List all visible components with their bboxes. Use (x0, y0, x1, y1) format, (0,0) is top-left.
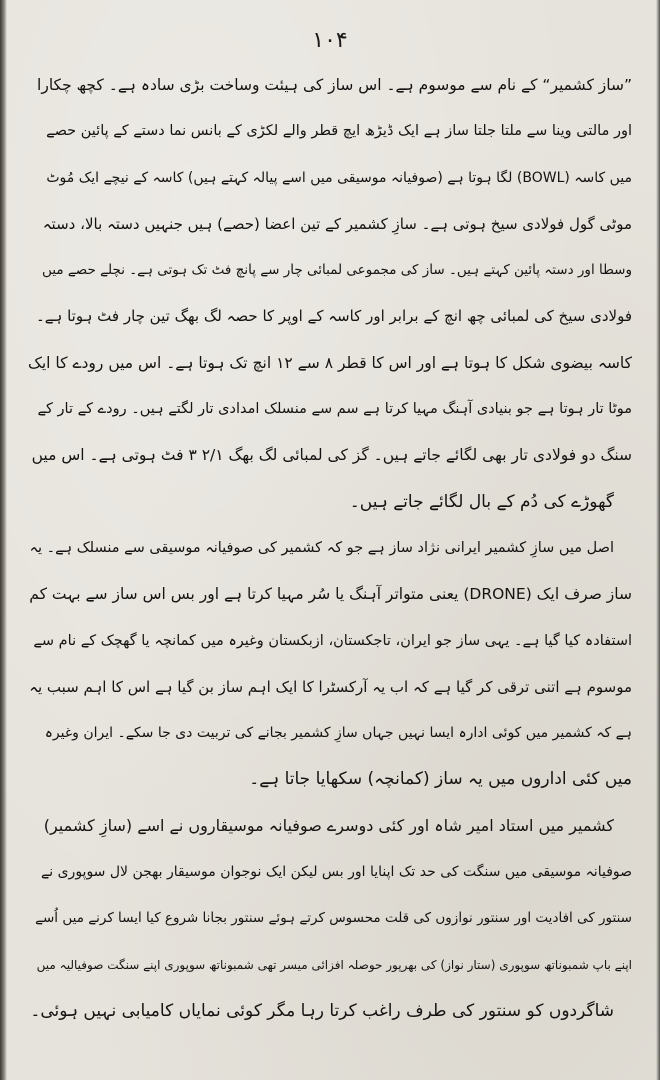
text-line: کشمیر میں استاد امیر شاہ اور کئی دوسرے صوفیانہ موسیقاروں نے اسے (سازِ کشمیر) (43, 815, 614, 835)
text-line: موٹا تار ہوتا ہے جو بنیادی آہنگ مہیا کرتا ہے سم سے منسلک امدادی تار لگتے ہیں۔ رودے کے تار کے (37, 401, 632, 418)
paragraph-2 (28, 525, 632, 803)
text-line: ”ساز کشمیر“ کے نام سے موسوم ہے۔ اس ساز کی ہیئت وساخت بڑی سادہ ہے۔ کچھ چکارا (37, 76, 632, 94)
text-line: صوفیانہ موسیقی میں سنگت کی حد تک اپنایا اور بس لیکن ایک نوجوان موسیقار بھجن لال سوپوری نے (41, 864, 632, 881)
paragraph-1 (28, 62, 632, 525)
page-edge-right (656, 0, 660, 1080)
text-line: میں کئی اداروں میں یہ ساز (کمانچہ) سکھایا جاتا ہے۔ (249, 769, 632, 790)
text-line: ساز صرف ایک (DRONE) یعنی متواتر آہنگ یا سُر مہیا کرتا ہے اور بس اس ساز سے بہت کم (29, 585, 632, 604)
page-number: ۱۰۴ (312, 28, 348, 53)
text-line: سنگ دو فولادی تار بھی لگائے جاتے ہیں۔ گز کی لمبائی لگ بھگ ۲/۱ ۳ فٹ ہوتی ہے۔ اس میں (31, 446, 632, 465)
text-line: اور مالتی وینا سے ملتا جلتا ساز ہے ایک ڈیڑھ ایچ قطر والے لکڑی کے بانس نما دستے کے پائین حصے (46, 123, 632, 140)
text-line: استفادہ کیا گیا ہے۔ یہی ساز جو ایران، تاجکستان، ازبکستان وغیرہ میں کمانچہ یا گھچک کے نام سے (33, 632, 632, 649)
text-line: وسطا اور دستہ پائین کہتے ہیں۔ ساز کی مجموعی لمبائی چار سے پانچ فٹ تک ہوتی ہے۔ نچلے حصے میں (42, 262, 632, 279)
text-line: کاسہ بیضوی شکل کا ہوتا ہے اور اس کا قطر ۸ سے ۱۲ انچ تک ہوتا ہے۔ اس میں رودے کا ایک (28, 353, 632, 372)
text-line: فولادی سیخ کی لمبائی چھ انچ کے برابر اور کاسہ کے اوپر کا حصہ لگ بھگ تین چار فٹ ہوتا ہے۔ (35, 307, 632, 326)
text-line: میں کاسہ (BOWL) لگا ہوتا ہے (صوفیانہ موسیقی میں اسے پیالہ کہتے ہیں) کاسہ کے نیچے ایک مُوٹ (46, 169, 632, 186)
text-line: اپنے باپ شمبوناتھ سوپوری (ستار نواز) کی بھرپور حوصلہ افزائی میسر تھی شمبوناتھ سوپوری اپنے سنگت صوفیالیہ میں (36, 957, 632, 972)
body-text (28, 62, 632, 1034)
page-edge-left (0, 0, 7, 1080)
text-line: شاگردوں کو سنتور کی طرف راغب کرتا رہا مگر کوئی نمایاں کامیابی نہیں ہوئی۔ (30, 1000, 614, 1021)
paragraph-3 (28, 803, 632, 1034)
text-line: گھوڑے کی دُم کے بال لگائے جاتے ہیں۔ (349, 491, 614, 512)
text-line: سنتور کی افادیت اور سنتور نوازوں کی قلت محسوس کرتے ہوئے سنتور بجانا شروع کیا ایسا کرنے میں اُسے (35, 910, 632, 927)
text-line: موٹی گول فولادی سیخ ہوتی ہے۔ سازِ کشمیر کے تین اعضا (حصے) ہیں جنہیں دستہ بالا، دستہ (42, 214, 632, 233)
text-line: موسوم ہے اتنی ترقی کر گیا ہے کہ اب یہ آرکسٹرا کا ایک اہم ساز بن گیا ہے اس کا اہم سبب یہ (29, 677, 632, 696)
text-line: اصل میں سازِ کشمیر ایرانی نژاد ساز ہے جو کہ کشمیر کی صوفیانہ موسیقی سے منسلک ہے۔ یہ (29, 539, 614, 556)
text-line: ہے کہ کشمیر میں کوئی ادارہ ایسا نہیں جہاں سازِ کشمیر بجانے کی تربیت دی جا سکے۔ ایران وغیرہ (44, 725, 632, 742)
